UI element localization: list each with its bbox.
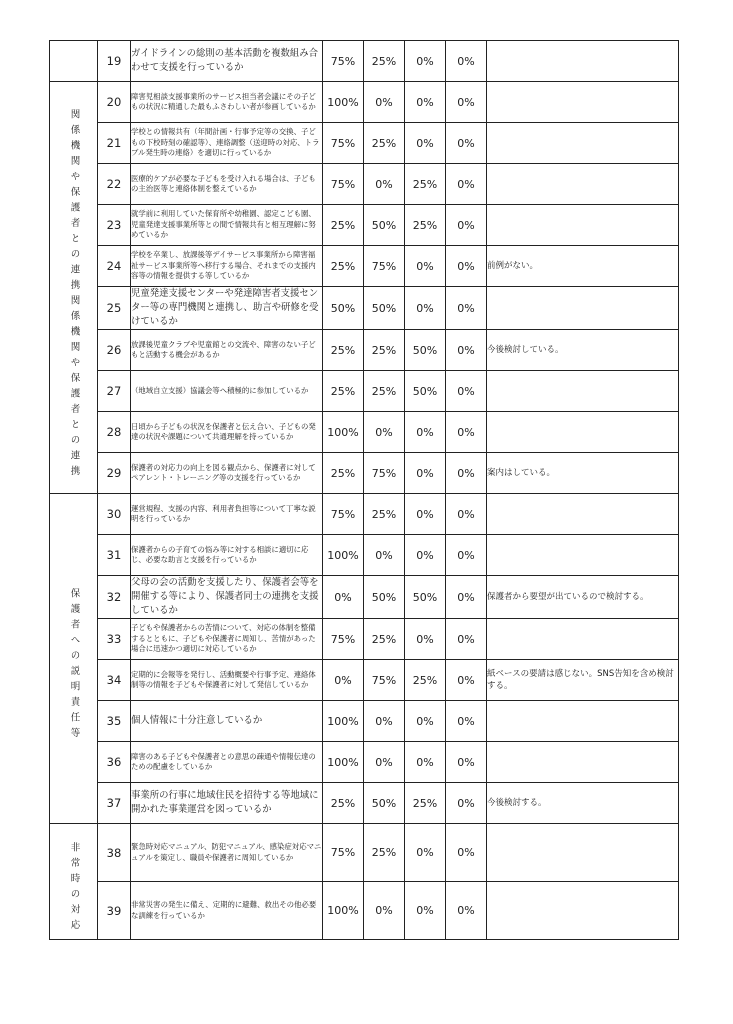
rate-mostly: 25% xyxy=(364,330,405,371)
item-text: 非常災害の発生に備え、定期的に避難、救出その他必要な訓練を行っているか xyxy=(131,882,323,940)
item-number: 26 xyxy=(98,330,131,371)
rate-yes: 0% xyxy=(323,576,364,619)
rate-yes: 50% xyxy=(323,287,364,330)
table-row xyxy=(50,882,679,940)
rate-no: 0% xyxy=(446,330,487,371)
category-cell xyxy=(50,82,98,494)
rate-partly: 0% xyxy=(405,494,446,535)
rate-mostly: 0% xyxy=(364,882,405,940)
table-row xyxy=(50,82,679,123)
rate-partly: 25% xyxy=(405,783,446,824)
improvement-note xyxy=(487,164,679,205)
item-number: 19 xyxy=(98,41,131,82)
improvement-note: 案内はしている。 xyxy=(487,453,679,494)
item-text: 学校を卒業し、放課後等デイサービス事業所から障害福祉サービス事業所等へ移行する場合、それまでの支援内容等の情報を提供する等しているか xyxy=(131,246,323,287)
rate-mostly: 50% xyxy=(364,783,405,824)
rate-partly: 0% xyxy=(405,742,446,783)
improvement-note xyxy=(487,287,679,330)
item-number: 21 xyxy=(98,123,131,164)
table-row xyxy=(50,783,679,824)
rate-partly: 0% xyxy=(405,412,446,453)
rate-mostly: 75% xyxy=(364,453,405,494)
item-number: 39 xyxy=(98,882,131,940)
item-number: 37 xyxy=(98,783,131,824)
rate-partly: 0% xyxy=(405,123,446,164)
item-number: 30 xyxy=(98,494,131,535)
item-text: 日頃から子どもの状況を保護者と伝え合い、子どもの発達の状況や課題について共通理解を持っているか xyxy=(131,412,323,453)
category-cell xyxy=(50,41,98,82)
table-row xyxy=(50,701,679,742)
category-label: 非常時の対応 xyxy=(68,842,80,935)
rate-no: 0% xyxy=(446,371,487,412)
rate-mostly: 25% xyxy=(364,494,405,535)
improvement-note xyxy=(487,41,679,82)
item-text: 児童発達支援センターや発達障害者支援センター等の専門機関と連携し、助言や研修を受けているか xyxy=(131,287,323,330)
item-number: 27 xyxy=(98,371,131,412)
rate-no: 0% xyxy=(446,205,487,246)
rate-mostly: 25% xyxy=(364,371,405,412)
rate-no: 0% xyxy=(446,246,487,287)
item-text: 医療的ケアが必要な子どもを受け入れる場合は、子どもの主治医等と連絡体制を整えているか xyxy=(131,164,323,205)
item-number: 22 xyxy=(98,164,131,205)
table-row xyxy=(50,205,679,246)
item-text: 保護者からの子育ての悩み等に対する相談に適切に応じ、必要な助言と支援を行っているか xyxy=(131,535,323,576)
improvement-note xyxy=(487,494,679,535)
rate-partly: 0% xyxy=(405,824,446,882)
rate-no: 0% xyxy=(446,660,487,701)
rate-yes: 75% xyxy=(323,123,364,164)
table-row xyxy=(50,123,679,164)
improvement-note: 保護者から要望が出ているので検討する。 xyxy=(487,576,679,619)
item-text: 緊急時対応マニュアル、防犯マニュアル、感染症対応マニュアルを策定し、職員や保護者に周知しているか xyxy=(131,824,323,882)
rate-no: 0% xyxy=(446,742,487,783)
improvement-note xyxy=(487,619,679,660)
improvement-note xyxy=(487,882,679,940)
rate-mostly: 0% xyxy=(364,164,405,205)
rate-partly: 25% xyxy=(405,164,446,205)
item-text: 父母の会の活動を支援したり、保護者会等を開催する等により、保護者同士の連携を支援しているか xyxy=(131,576,323,619)
rate-no: 0% xyxy=(446,412,487,453)
rate-yes: 75% xyxy=(323,619,364,660)
item-number: 20 xyxy=(98,82,131,123)
rate-yes: 75% xyxy=(323,824,364,882)
rate-yes: 100% xyxy=(323,882,364,940)
rate-no: 0% xyxy=(446,164,487,205)
rate-no: 0% xyxy=(446,701,487,742)
rate-yes: 25% xyxy=(323,783,364,824)
improvement-note xyxy=(487,205,679,246)
rate-yes: 25% xyxy=(323,453,364,494)
rate-yes: 100% xyxy=(323,412,364,453)
rate-yes: 25% xyxy=(323,246,364,287)
category-cell xyxy=(50,494,98,824)
rate-partly: 25% xyxy=(405,205,446,246)
rate-partly: 0% xyxy=(405,82,446,123)
rate-mostly: 75% xyxy=(364,246,405,287)
rate-mostly: 0% xyxy=(364,701,405,742)
rate-mostly: 0% xyxy=(364,82,405,123)
item-text: 事業所の行事に地域住民を招待する等地域に開かれた事業運営を図っているか xyxy=(131,783,323,824)
table-row xyxy=(50,412,679,453)
item-text: 障害児相談支援事業所のサービス担当者会議にその子どもの状況に精通した最もふさわしい者が参画しているか xyxy=(131,82,323,123)
item-text: 放課後児童クラブや児童館との交流や、障害のない子どもと活動する機会があるか xyxy=(131,330,323,371)
table-row xyxy=(50,742,679,783)
item-number: 25 xyxy=(98,287,131,330)
category-label: 保護者への説明責任等 xyxy=(68,588,80,743)
rate-partly: 25% xyxy=(405,660,446,701)
item-number: 28 xyxy=(98,412,131,453)
rate-no: 0% xyxy=(446,41,487,82)
rate-partly: 0% xyxy=(405,701,446,742)
rate-partly: 0% xyxy=(405,453,446,494)
table-row xyxy=(50,494,679,535)
rate-yes: 100% xyxy=(323,742,364,783)
rate-partly: 0% xyxy=(405,287,446,330)
category-label: 関係機関や保護者との連携関係機関や保護者との連携 xyxy=(68,108,80,481)
rate-yes: 75% xyxy=(323,494,364,535)
rate-no: 0% xyxy=(446,619,487,660)
rate-mostly: 25% xyxy=(364,824,405,882)
rate-no: 0% xyxy=(446,123,487,164)
rate-mostly: 25% xyxy=(364,123,405,164)
rate-mostly: 50% xyxy=(364,576,405,619)
table-row xyxy=(50,535,679,576)
rate-mostly: 0% xyxy=(364,412,405,453)
table-row xyxy=(50,371,679,412)
rate-yes: 25% xyxy=(323,330,364,371)
rate-mostly: 25% xyxy=(364,619,405,660)
rate-partly: 0% xyxy=(405,882,446,940)
rate-partly: 50% xyxy=(405,576,446,619)
improvement-note xyxy=(487,824,679,882)
rate-yes: 100% xyxy=(323,82,364,123)
improvement-note xyxy=(487,412,679,453)
table-row xyxy=(50,576,679,619)
improvement-note: 今後検討している。 xyxy=(487,330,679,371)
item-text: 運営規程、支援の内容、利用者負担等について丁寧な説明を行っているか xyxy=(131,494,323,535)
rate-mostly: 75% xyxy=(364,660,405,701)
rate-no: 0% xyxy=(446,882,487,940)
rate-mostly: 0% xyxy=(364,742,405,783)
rate-no: 0% xyxy=(446,535,487,576)
rate-yes: 100% xyxy=(323,535,364,576)
item-text: ガイドラインの総則の基本活動を複数組み合わせて支援を行っているか xyxy=(131,41,323,82)
rate-partly: 50% xyxy=(405,371,446,412)
item-number: 35 xyxy=(98,701,131,742)
rate-partly: 0% xyxy=(405,246,446,287)
rate-yes: 25% xyxy=(323,371,364,412)
item-number: 29 xyxy=(98,453,131,494)
rate-partly: 0% xyxy=(405,619,446,660)
rate-no: 0% xyxy=(446,287,487,330)
rate-partly: 50% xyxy=(405,330,446,371)
table-row xyxy=(50,330,679,371)
rate-no: 0% xyxy=(446,494,487,535)
table-row xyxy=(50,246,679,287)
item-number: 34 xyxy=(98,660,131,701)
rate-mostly: 0% xyxy=(364,535,405,576)
table-row xyxy=(50,41,679,82)
improvement-note xyxy=(487,742,679,783)
item-number: 24 xyxy=(98,246,131,287)
table-row xyxy=(50,287,679,330)
improvement-note xyxy=(487,535,679,576)
rate-yes: 75% xyxy=(323,41,364,82)
table-row xyxy=(50,164,679,205)
improvement-note: 紙ベースの要請は感じない。SNS告知を含め検討する。 xyxy=(487,660,679,701)
item-number: 36 xyxy=(98,742,131,783)
item-text: 障害のある子どもや保護者との意思の疎通や情報伝達のための配慮をしているか xyxy=(131,742,323,783)
rate-mostly: 50% xyxy=(364,205,405,246)
improvement-note xyxy=(487,82,679,123)
improvement-note: 前例がない。 xyxy=(487,246,679,287)
table-row xyxy=(50,824,679,882)
table-row xyxy=(50,619,679,660)
item-number: 38 xyxy=(98,824,131,882)
table-row xyxy=(50,660,679,701)
rate-no: 0% xyxy=(446,453,487,494)
table-row xyxy=(50,453,679,494)
rate-yes: 25% xyxy=(323,205,364,246)
improvement-note: 今後検討する。 xyxy=(487,783,679,824)
item-number: 33 xyxy=(98,619,131,660)
rate-yes: 100% xyxy=(323,701,364,742)
rate-no: 0% xyxy=(446,576,487,619)
item-text: （地域自立支援）協議会等へ積極的に参加しているか xyxy=(131,371,323,412)
item-text: 就学前に利用していた保育所や幼稚園、認定こども園、児童発達支援事業所等との間で情報共有と相互理解に努めているか xyxy=(131,205,323,246)
rate-partly: 0% xyxy=(405,41,446,82)
improvement-note xyxy=(487,371,679,412)
improvement-note xyxy=(487,701,679,742)
item-number: 32 xyxy=(98,576,131,619)
rate-partly: 0% xyxy=(405,535,446,576)
improvement-note xyxy=(487,123,679,164)
rate-mostly: 50% xyxy=(364,287,405,330)
item-text: 学校との情報共有（年間計画・行事予定等の交換、子どもの下校時刻の確認等）、連絡調整（送迎時の対応、トラブル発生時の連絡）を適切に行っているか xyxy=(131,123,323,164)
evaluation-table xyxy=(49,40,679,940)
rate-no: 0% xyxy=(446,82,487,123)
item-number: 23 xyxy=(98,205,131,246)
category-cell xyxy=(50,824,98,940)
item-text: 保護者の対応力の向上を図る観点から、保護者に対してペアレント・トレーニング等の支援を行っているか xyxy=(131,453,323,494)
item-text: 個人情報に十分注意しているか xyxy=(131,701,323,742)
rate-yes: 75% xyxy=(323,164,364,205)
rate-no: 0% xyxy=(446,783,487,824)
item-text: 子どもや保護者からの苦情について、対応の体制を整備するとともに、子どもや保護者に周知し、苦情があった場合に迅速かつ適切に対応しているか xyxy=(131,619,323,660)
item-number: 31 xyxy=(98,535,131,576)
rate-yes: 0% xyxy=(323,660,364,701)
item-text: 定期的に会報等を発行し、活動概要や行事予定、連絡体制等の情報を子どもや保護者に対して発信しているか xyxy=(131,660,323,701)
rate-no: 0% xyxy=(446,824,487,882)
rate-mostly: 25% xyxy=(364,41,405,82)
